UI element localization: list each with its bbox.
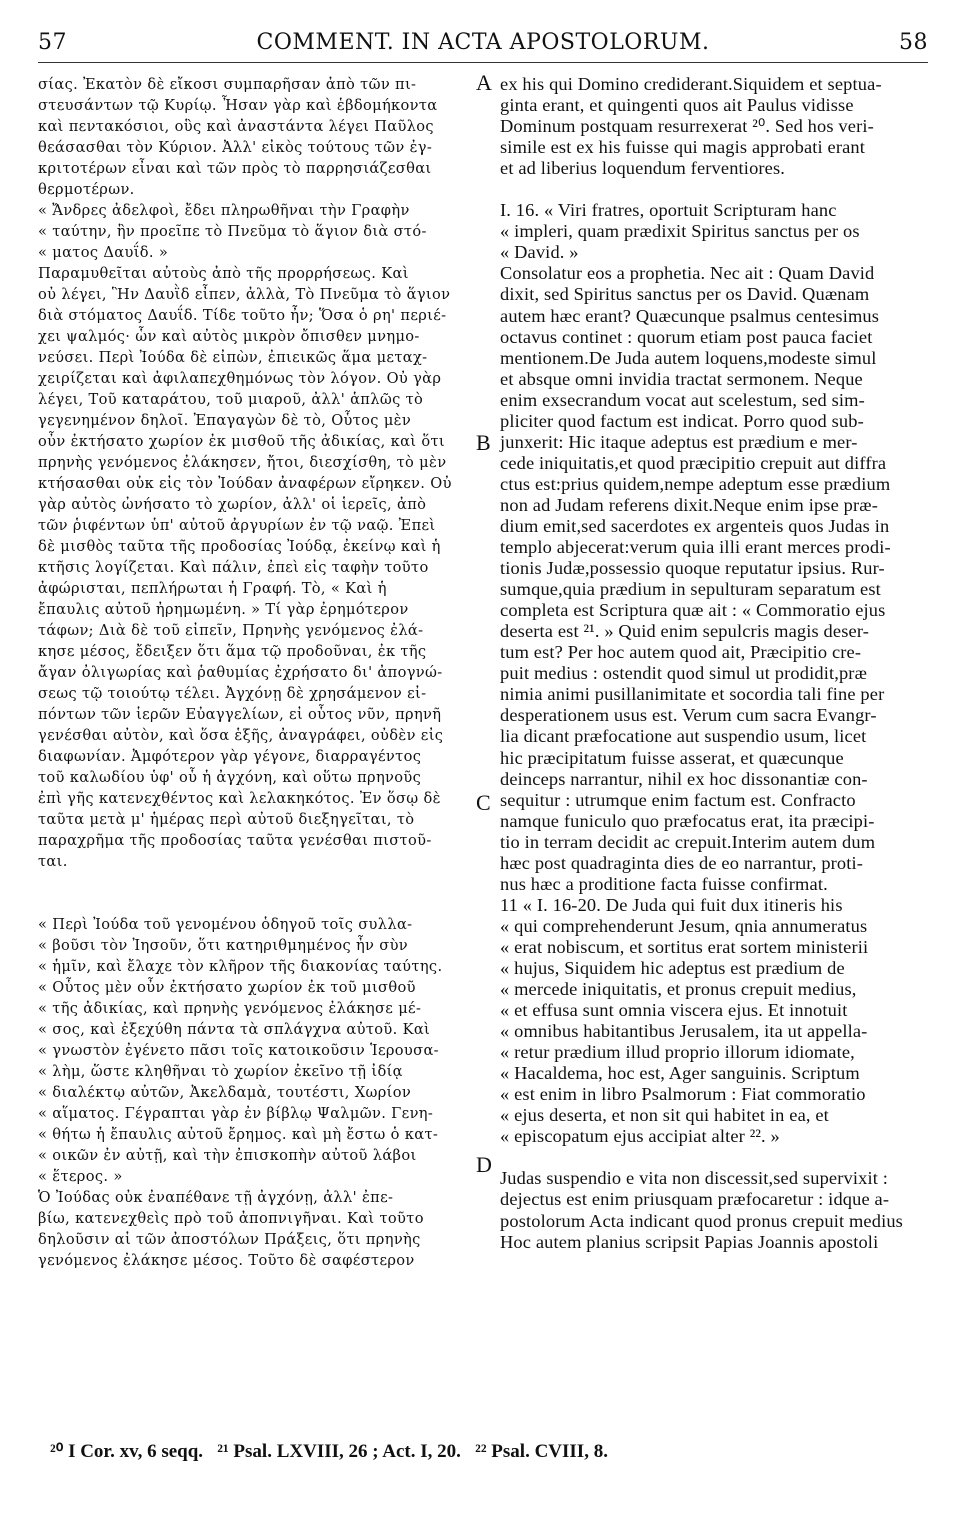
greek-text-line: σεως τῷ τοιούτῳ τέλει. Ἀγχόνῃ δὲ χρησάμενον εἰ- [38, 685, 427, 702]
section-marker-b: B [476, 430, 491, 455]
greek-text-line: ται. [38, 853, 68, 870]
latin-text-line [500, 179, 938, 200]
page-title: COMMENT. IN ACTA APOSTOLORUM. [256, 30, 710, 55]
greek-text-line: διαφωνίαν. Ἀμφότερον γὰρ γέγονε, διαρραγέντος [38, 748, 422, 765]
greek-text-line: « διαλέκτῳ αὐτῶν, Ἀκελδαμὰ, τουτέστι, Χωρίον [38, 1084, 412, 1101]
header-rule [38, 62, 928, 63]
greek-text-line: σίας. Ἐκατὸν δὲ εἴκοσι συμπαρῆσαν ἀπὸ τῶν πι- [38, 76, 417, 93]
greek-text-line: « αἵματος. Γέγραπται γὰρ ἐν βίβλῳ Ψαλμῶν. Γενη- [38, 1105, 434, 1122]
greek-text-line: « ἡμῖν, καὶ ἔλαχε τὸν κλῆρον τῆς διακονίας ταύτης. [38, 958, 443, 975]
greek-text-line: ταῦτα μετὰ μ' ἡμέρας περὶ αὐτοῦ διεξηγεῖται, τὸ [38, 811, 415, 828]
latin-text-line: Hoc autem planius scripsit Papias Joannis apostoli [500, 1231, 879, 1252]
latin-text-line: « Hacaldema, hoc est, Ager sanguinis. Scriptum [500, 1063, 860, 1084]
section-marker-a: A [476, 70, 492, 95]
latin-text-line: lia dicant præfocatione aut suspendio usum, licet [500, 726, 867, 747]
latin-text-line: « erat nobiscum, et sortitus erat sortem ministerii [500, 936, 869, 957]
greek-text-line: « σος, καὶ ἐξεχύθη πάντα τὰ σπλάγχνα αὐτοῦ. Καὶ [38, 1021, 431, 1038]
latin-text-line: sequitur : utrumque enim factum est. Confracto [500, 789, 856, 810]
latin-text-line: deserta est ²¹. » Quid enim sepulcris magis deser- [500, 621, 870, 642]
latin-text-line: « ejus deserta, et non sit qui habitet in ea, et [500, 1105, 829, 1126]
page-number-left: 57 [38, 30, 67, 55]
latin-text-line: hæc post quadraginta dies de eo narrantur, proti- [500, 852, 864, 873]
greek-text-line: χειρίζεται καὶ ἀφιλαπεχθημόνως τὸν λόγον. Οὐ γὰρ [38, 370, 442, 387]
greek-text-line: Ὁ Ἰούδας οὐκ ἐναπέθανε τῇ ἀγχόνῃ, ἀλλ' ἐπε- [38, 1189, 394, 1206]
latin-text-line: tum est? Per hoc autem quod ait, Præcipitio cre- [500, 642, 862, 663]
greek-text-column [38, 74, 488, 1271]
latin-text-line: dixit, sed Spiritus sanctus per os David. Quænam [500, 284, 870, 305]
greek-text-line: δὲ μισθὸς ταῦτα τῆς προδοσίας Ἰούδᾳ, ἐκείνῳ καὶ ἡ [38, 538, 441, 555]
latin-text-line: Consolatur eos a prophetia. Nec ait : Quam David [500, 263, 875, 284]
greek-text-line: ἔπαυλις αὐτοῦ ἠρημωμένη. » Τί γὰρ ἐρημότερον [38, 601, 409, 618]
greek-text-line: « Περὶ Ἰούδα τοῦ γενομένου ὁδηγοῦ τοῖς συλλα- [38, 916, 413, 933]
greek-text-line: διὰ στόματος Δαυΐδ. Τίδε τοῦτο ἦν; Ὅσα ὁ ρη' περιέ- [38, 307, 447, 324]
greek-text-line: βίω, κατενεχθεὶς πρὸ τοῦ ἀποπνιγῆναι. Καὶ τοῦτο [38, 1210, 424, 1227]
greek-text-line: θερμοτέρων. [38, 181, 135, 198]
greek-text-line: κριτοτέρων εἶναι καὶ τῶν πρὸς τὸ παρρησιάζεσθαι [38, 160, 432, 177]
latin-text-line: « retur prædium illud proprio illorum idiomate, [500, 1042, 855, 1063]
greek-text-line: παραχρῆμα τῆς προδοσίας ταῦτα γενέσθαι πιστοῦ- [38, 832, 432, 849]
latin-text-line: mentionem.De Juda autem loquens,modeste simul [500, 347, 877, 368]
greek-text-line: « Οὗτος μὲν οὖν ἐκτήσατο χωρίον ἐκ τοῦ μισθοῦ [38, 979, 416, 996]
latin-text-line: ctus est:prius quidem,nempe adeptum esse prædium [500, 473, 891, 494]
latin-text-line: « omnibus habitantibus Jerusalem, ita ut appella- [500, 1021, 868, 1042]
greek-text-line: τῶν ῥιφέντων ὑπ' αὐτοῦ ἀργυρίων ἐν τῷ ναῷ. Ἐπεὶ [38, 517, 436, 534]
greek-text-line: « γνωστὸν ἐγένετο πᾶσι τοῖς κατοικοῦσιν Ἱερουσα- [38, 1042, 439, 1059]
latin-text-line: « et effusa sunt omnia viscera ejus. Et innotuit [500, 1000, 848, 1021]
latin-text-line: octavus continet : quorum etiam post pauca faciet [500, 326, 873, 347]
greek-text-line: πόντων τῶν ἱερῶν Εὐαγγελίων, εἰ οὗτος νῦν, πρηνῆ [38, 706, 442, 723]
greek-text-line: λέγει, Τοῦ καταράτου, τοῦ μιαροῦ, ἀλλ' ἁπλῶς τὸ [38, 391, 424, 408]
latin-text-line: ex his qui Domino crediderant.Siquidem et septua- [500, 74, 882, 94]
greek-text-line: « λὴμ, ὥστε κληθῆναι τὸ χωρίον ἐκεῖνο τῇ ἰδίᾳ [38, 1063, 403, 1080]
greek-text-line: τοῦ καλωδίου ὑφ' οὗ ἡ ἀγχόνη, καὶ οὕτω πρηνοῦς [38, 769, 422, 786]
greek-text-line: κησε μέσος, ἔδειξεν ὅτι ἅμα τῷ προδοῦναι, ἐκ τῆς [38, 643, 427, 660]
latin-text-line: « est enim in libro Psalmorum : Fiat commoratio [500, 1084, 866, 1105]
greek-text-line: καὶ πεντακόσιοι, οὓς καὶ ἀναστάντα λέγει Παῦλος [38, 118, 434, 135]
latin-text-line: ginta erant, et quingenti quos ait Paulus vidisse [500, 95, 854, 116]
latin-text-line: hic præcipitatum fuisse asserat, et quæcunque [500, 747, 844, 768]
greek-text-line: οὐ λέγει, Ἣν Δαυῒδ εἶπεν, ἀλλὰ, Τὸ Πνεῦμα τὸ ἅγιον [38, 286, 451, 303]
latin-text-line: tio in terram decidit ac crepuit.Interim autem dum [500, 831, 876, 852]
latin-text-line: sumque,quia prædium in sepulturam separatum est [500, 579, 881, 600]
running-header [38, 30, 928, 64]
latin-text-line: « qui comprehenderunt Jesum, qnia annumeratus [500, 915, 868, 936]
greek-text-line: γεγενημένον δηλοῖ. Ἐπαγαγὼν δὲ τὸ, Οὗτος μὲν [38, 412, 412, 429]
latin-text-line: « mercede iniquitatis, et pronus crepuit medius, [500, 979, 857, 1000]
latin-text-column [500, 74, 938, 1253]
latin-text-line: simile est ex his fuisse qui magis approbati erant [500, 137, 866, 158]
latin-text-line: enim exsecrandum vocat aut scelestum, sed sim- [500, 389, 865, 410]
latin-text-line: « David. » [500, 242, 579, 263]
latin-text-line: tionis Judæ,possessio quoque reputatur ipsius. Rur- [500, 558, 885, 579]
latin-text-line: pliciter quod factum est indicat. Porro quod sub- [500, 410, 864, 431]
greek-text-line: « ἕτερος. » [38, 1168, 123, 1185]
latin-text-line: et ad liberius loquendum ferventiores. [500, 158, 786, 179]
greek-text-line: θεάσασθαι τὸν Κύριον. Ἀλλ' εἰκὸς τούτους τῶν ἐγ- [38, 139, 433, 156]
latin-text-line: dejectus est enim priusquam præfocaretur : idque a- [500, 1189, 890, 1210]
section-marker-c: C [476, 790, 491, 815]
latin-text-line: Dominum postquam resurrexerat ²⁰. Sed hos veri- [500, 116, 874, 137]
greek-text-line: κτῆσις λογίζεται. Καὶ πάλιν, ἐπεὶ εἰς ταφὴν τοῦτο [38, 559, 429, 576]
greek-text-line: γὰρ αὐτὸς ὠνήσατο τὸ χωρίον, ἀλλ' οἱ ἱερεῖς, ἀπὸ [38, 496, 427, 513]
latin-text-line: dium emit,sed sacerdotes ex argenteis quos Judas in [500, 515, 890, 536]
greek-text-line: « οικῶν ἐν αὐτῇ, καὶ τὴν ἐπισκοπὴν αὐτοῦ λάβοι [38, 1147, 417, 1164]
greek-text-line: ἄγαν ὀλιγωρίας καὶ ῥαθυμίας ἐχρήσατο δι' ἀπογνώ- [38, 664, 443, 681]
latin-text-line: « impleri, quam prædixit Spiritus sanctus per os [500, 221, 860, 242]
page-number-right: 58 [899, 30, 928, 55]
latin-text-line: « episcopatum ejus accipiat alter ²². » [500, 1126, 780, 1147]
latin-text-line: cede iniquitatis,et quod præcipitio crepuit aut diffra [500, 452, 887, 473]
greek-text-line: « ταύτην, ἣν προεῖπε τὸ Πνεῦμα τὸ ἅγιον διὰ στό- [38, 223, 427, 240]
latin-text-line: templo abjecerat:verum quia illi erant merces prodi- [500, 537, 891, 558]
greek-text-line: δηλοῦσιν αἱ τῶν ἀποστόλων Πράξεις, ὅτι πρηνὴς [38, 1231, 421, 1248]
greek-text-line: γενέσθαι αὐτὸν, καὶ ὅσα ἑξῆς, ἀναγράφει, οὐδὲν εἰς [38, 727, 444, 744]
latin-text-line: et absque omni invidia tractat sermonem. Neque [500, 368, 863, 389]
latin-text-line: deinceps narrantur, nihil ex hoc dissonantiæ con- [500, 768, 868, 789]
latin-text-line: nimia animi pusillanimitate et socordia tali fine per [500, 684, 885, 705]
greek-text-line [38, 893, 488, 914]
greek-text-line: « Ἄνδρες ἀδελφοὶ, ἔδει πληρωθῆναι τὴν Γραφὴν [38, 202, 410, 219]
latin-text-line: 11 « I. 16-20. De Juda qui fuit dux itineris his [500, 894, 843, 915]
greek-text-line: γενόμενος ἐλάκησε μέσος. Τοῦτο δὲ σαφέστερον [38, 1252, 415, 1269]
latin-text-line: I. 16. « Viri fratres, oportuit Scripturam hanc [500, 200, 837, 221]
latin-text-line: autem hæc erant? Quæcunque psalmus centesimus [500, 305, 880, 326]
greek-text-line [38, 872, 488, 893]
latin-text-line: nus hæc a proditione facta fuisse confirmat. [500, 873, 828, 894]
latin-text-line: Judas suspendio e vita non discessit,sed supervixit : [500, 1168, 888, 1189]
greek-text-line: κτήσασθαι οὐκ εἰς τὸν Ἰούδαν ἀναφέρων εἴρηκεν. Οὐ [38, 475, 452, 492]
footnotes: ²⁰ I Cor. xv, 6 seqq. ²¹ Psal. LXVIII, 26 ; Act. I, 20. ²² Psal. CVIII, 8. [50, 1441, 608, 1462]
greek-text-line: « ματος Δαυΐδ. » [38, 244, 169, 261]
section-marker-d: D [476, 1152, 492, 1177]
latin-text-line: namque funiculo quo præfocatus erat, ita præcipi- [500, 810, 875, 831]
greek-text-line: νεύσει. Περὶ Ἰούδα δὲ εἰπὼν, ἐπιεικῶς ἅμα μεταχ- [38, 349, 428, 366]
latin-text-line: postolorum Acta indicant quod pronus crepuit medius [500, 1210, 903, 1231]
latin-text-line: completa est Scriptura quæ ait : « Commoratio ejus [500, 600, 886, 621]
greek-text-line: ἀφώρισται, πεπλήρωται ἡ Γραφή. Τὸ, « Καὶ ἡ [38, 580, 387, 597]
greek-text-line: χει ψαλμός· ὧν καὶ αὐτὸς μικρὸν ὄπισθεν μνημο- [38, 328, 420, 345]
latin-text-line: « hujus, Siquidem hic adeptus est prædium de [500, 957, 845, 978]
latin-text-line: puit medius : ostendit quod simul ut prodidit,præ [500, 663, 867, 684]
latin-text-line: desperationem usus est. Verum cum sacra Evangr- [500, 705, 877, 726]
greek-text-line: ἐπὶ γῆς κατενεχθέντος καὶ λελακηκότος. Ἐν ὅσῳ δὲ [38, 790, 441, 807]
latin-text-line: non ad Judam referens dixit.Neque enim ipse præ- [500, 494, 878, 515]
latin-text-line: junxerit: Hic itaque adeptus est prædium e mer- [500, 431, 858, 452]
greek-text-line: στευσάντων τῷ Κυρίῳ. Ἦσαν γὰρ καὶ ἑβδομήκοντα [38, 97, 438, 114]
greek-text-line: « θήτω ἡ ἔπαυλις αὐτοῦ ἔρημος. καὶ μὴ ἔστω ὁ κατ- [38, 1126, 439, 1143]
greek-text-line: Παραμυθεῖται αὐτοὺς ἀπὸ τῆς προρρήσεως. Καὶ [38, 265, 409, 282]
greek-text-line: « βοῦσι τὸν Ἰησοῦν, ὅτι κατηριθμημένος ἦν σὺν [38, 937, 409, 954]
greek-text-line: πρηνὴς γενόμενος ἐλάκησεν, ἤτοι, διεσχίσθη, τὸ μὲν [38, 454, 447, 471]
latin-text-line [500, 1147, 938, 1168]
greek-text-line: « τῆς ἀδικίας, καὶ πρηνὴς γενόμενος ἐλάκησε μέ- [38, 1000, 422, 1017]
greek-text-line: οὖν ἐκτήσατο χωρίον ἐκ μισθοῦ τῆς ἀδικίας, καὶ ὅτι [38, 433, 445, 450]
greek-text-line: τάφων; Διὰ δὲ τοῦ εἰπεῖν, Πρηνὴς γενόμενος ἐλά- [38, 622, 424, 639]
